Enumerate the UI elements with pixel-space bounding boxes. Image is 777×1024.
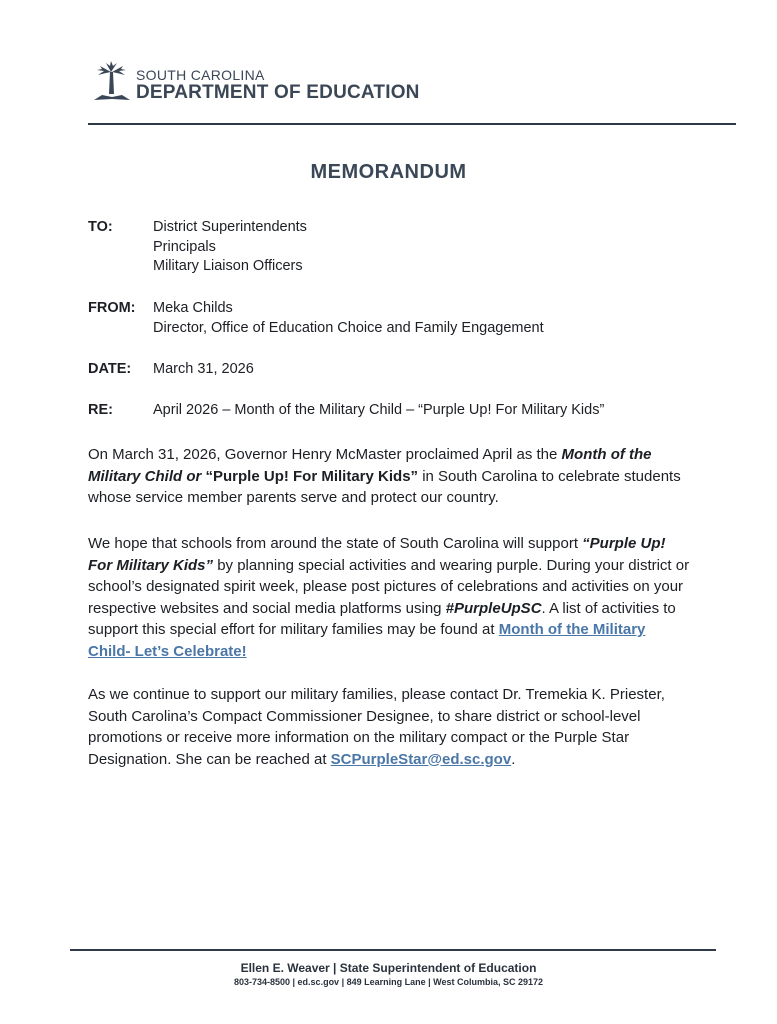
emphasis: Military Child or [88,467,206,485]
link-text[interactable]: Month of the Military [498,621,646,638]
text: . A list of activities to [541,599,676,617]
recipient: Military Liaison Officers [153,258,303,274]
from-label: FROM: [88,300,136,316]
emphasis: Month of the [561,446,652,463]
palmetto-book-icon [92,60,132,102]
hashtag: #PurpleUpSC [445,599,542,617]
emphasis: “Purple Up! [582,535,666,552]
emphasis: For Military Kids” [88,556,214,574]
page-title: MEMORANDUM [310,161,467,183]
text: As we continue to support our military families, please contact Dr. Tremekia K. Priester, [88,686,665,703]
text: We hope that schools from around the state of South Carolina will support [88,535,583,552]
logo-line2: DEPARTMENT OF EDUCATION [136,82,420,103]
link-text[interactable]: Child- Let’s Celebrate! [88,642,247,660]
to-label: TO: [88,219,113,235]
text: school’s designated spirit week, please post pictures of celebrations and activities on your [88,578,684,595]
from-value [153,299,544,338]
paragraph-2 [88,533,708,662]
text: whose service member parents serve and protect our country. [88,489,499,506]
text: support this special effort for military families may be found at [88,621,499,638]
re-value: April 2026 – Month of the Military Child – “Purple Up! For Military Kids” [153,402,605,418]
re-label: RE: [88,402,113,418]
date-label: DATE: [88,361,132,377]
text: by planning special activities and wearing purple. During your district or [213,556,690,574]
sc-department-of-education-logo [92,60,420,102]
to-value [153,218,307,277]
logo-line1: SOUTH CAROLINA [136,67,265,83]
sender-title: Director, Office of Education Choice and Family Engagement [153,319,544,336]
footer-divider [70,949,716,951]
emphasis: “Purple Up! For Military Kids” [205,467,419,485]
sender-name: Meka Childs [153,300,233,316]
paragraph-3 [88,684,708,770]
email-link[interactable]: SCPurpleStar@ed.sc.gov [330,750,512,768]
text: On March 31, 2026, Governor Henry McMaster proclaimed April as the [88,446,562,463]
text: in South Carolina to celebrate students [418,467,681,485]
text: South Carolina’s Compact Commissioner Designee, to share district or school-level [88,707,641,725]
text: Designation. She can be reached at [88,750,331,768]
header-divider [88,123,736,125]
recipient: Principals [153,238,216,255]
recipient: District Superintendents [153,219,307,235]
paragraph-1 [88,444,708,509]
text: promotions or receive more information on the military compact or the Purple Star [88,729,630,746]
footer-line1: Ellen E. Weaver | State Superintendent of Education [240,961,537,975]
text: respective websites and social media platforms using [88,599,446,617]
footer-line2: 803-734-8500 | ed.sc.gov | 849 Learning Lane | West Columbia, SC 29172 [233,977,544,987]
date-value: March 31, 2026 [153,361,254,377]
text: . [511,750,516,768]
